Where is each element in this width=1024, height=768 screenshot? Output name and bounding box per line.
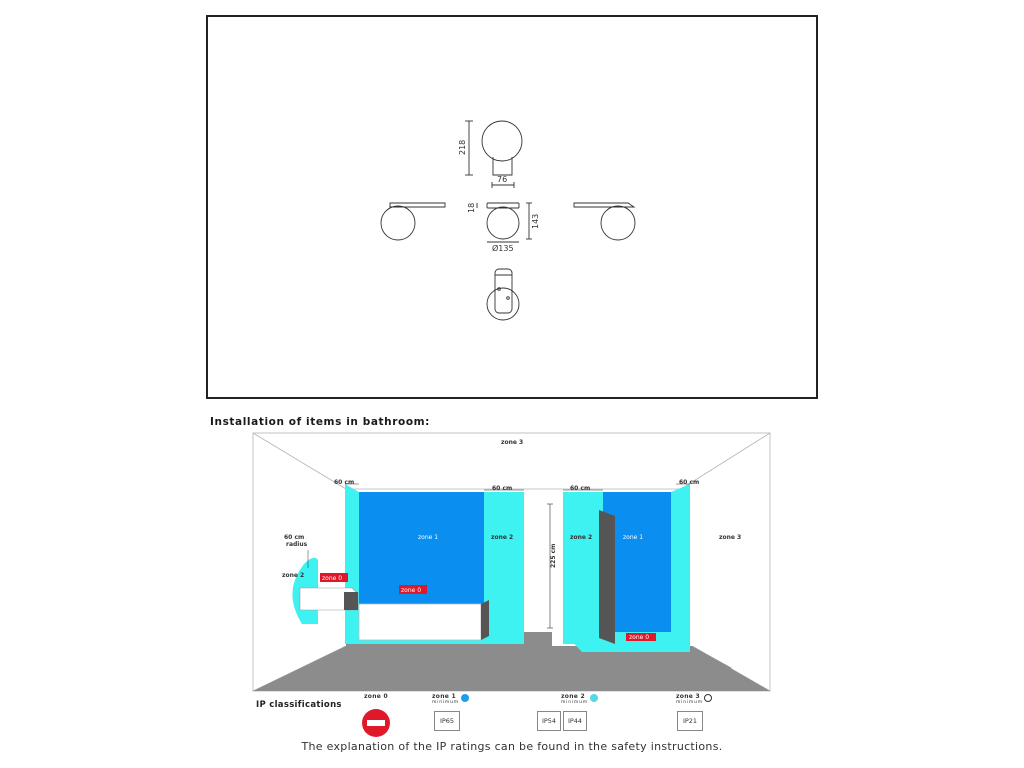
technical-drawing-frame [206, 15, 818, 399]
zone0-bath-label: zone 0 [401, 587, 422, 594]
radius-line2-label: radius [286, 541, 308, 548]
ip44-box: IP44 [563, 711, 587, 731]
ip21-box: IP21 [677, 711, 703, 731]
ip-zone3-minimum: minimum [676, 700, 703, 705]
zone3-top-label: zone 3 [501, 439, 524, 446]
zone2-center-right-label: zone 2 [570, 534, 593, 541]
dim-218: 218 [458, 139, 467, 155]
zone2-center-left-label: zone 2 [491, 534, 514, 541]
cm60-left-label: 60 cm [334, 479, 355, 486]
zone3-right-label: zone 3 [719, 534, 742, 541]
ip-zone0-column [358, 693, 394, 700]
zone2-basin-label: zone 2 [282, 572, 305, 579]
ip-zone0-name: zone 0 [363, 693, 389, 700]
zone3-dot-icon [704, 694, 712, 702]
zone2-center-right [563, 492, 603, 644]
dim-diameter: Ø135 [492, 244, 514, 253]
zone0-shower-label: zone 0 [629, 634, 650, 641]
radius-line1-label: 60 cm [284, 534, 305, 541]
globe-front-view [487, 207, 519, 239]
zone2-center-left [484, 492, 524, 644]
zone1-dot-icon [461, 694, 469, 702]
ip-classifications-title: IP classifications [256, 700, 342, 710]
ip-zone1-name: zone 1 [432, 693, 457, 700]
ip-zone2-column [561, 693, 591, 705]
ip-zone1-minimum: minimum [432, 700, 459, 705]
shower-glass-panel [599, 510, 615, 644]
zone1-left-label: zone 1 [418, 534, 439, 541]
bathtub [359, 604, 481, 640]
cm60-right-label: 60 cm [679, 479, 700, 486]
right-arm [574, 203, 634, 207]
dim-18: 18 [467, 202, 476, 213]
no-entry-icon [361, 708, 391, 738]
cm60-center-left-label: 60 cm [492, 485, 513, 492]
zone2-left-side-strip [345, 484, 359, 644]
ip-zone2-minimum: minimum [561, 700, 588, 705]
ip-zone2-name: zone 2 [561, 693, 586, 700]
technical-drawing [208, 17, 816, 397]
globe-right-view [601, 206, 635, 240]
zone0-basin-label: zone 0 [322, 575, 343, 582]
ip65-box: IP65 [434, 711, 460, 731]
installation-title: Installation of items in bathroom: [210, 416, 430, 428]
ip-zone3-column [676, 693, 706, 705]
footer-note: The explanation of the IP ratings can be found in the safety instructions. [301, 740, 723, 753]
mounting-plate [487, 288, 519, 320]
globe-left-view [381, 206, 415, 240]
zone1-right-label: zone 1 [623, 534, 644, 541]
dim-143: 143 [531, 213, 540, 229]
zone2-right-side-strip [671, 484, 690, 646]
zone2-dot-icon [590, 694, 598, 702]
cm60-center-right-label: 60 cm [570, 485, 591, 492]
dim-76: 76 [497, 175, 508, 184]
bathroom-zones-diagram [252, 432, 772, 694]
ip54-box: IP54 [537, 711, 561, 731]
mount-bracket [495, 269, 512, 313]
ip-zone3-name: zone 3 [676, 693, 701, 700]
ip-zone1-column [432, 693, 462, 705]
globe-side-view [482, 121, 522, 161]
height-225-label: 225 cm [550, 543, 557, 568]
